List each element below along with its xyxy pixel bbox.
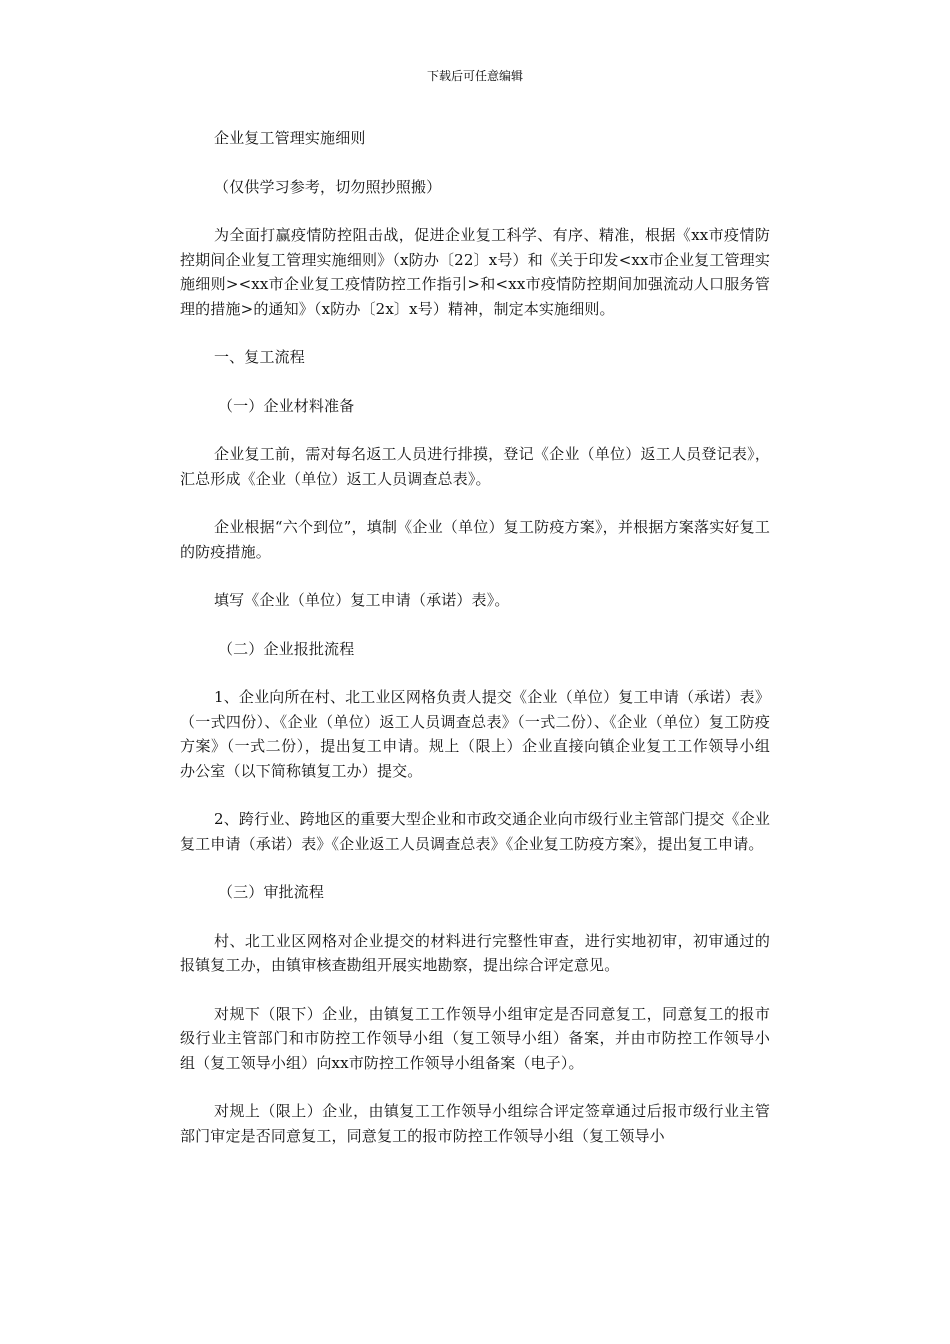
paragraph: 2、跨行业、跨地区的重要大型企业和市政交通企业向市级行业主管部门提交《企业复工申请（承诺）表》《企业返工人员调查总表》《企业复工防疫方案》，提出复工申请。 <box>180 810 770 853</box>
subsection-heading-3: （三）审批流程 <box>218 883 325 901</box>
header-note: 下载后可任意编辑 <box>426 69 523 83</box>
paragraph: 对规上（限上）企业，由镇复工工作领导小组综合评定签章通过后报市级行业主管部门审定是否同意复工，同意复工的报市防控工作领导小组（复工领导小 <box>180 1102 770 1145</box>
paragraph: 企业根据“六个到位”，填制《企业（单位）复工防疫方案》，并根据方案落实好复工的防疫措施。 <box>180 518 770 561</box>
subsection-heading-1: （一）企业材料准备 <box>218 396 355 415</box>
intro-paragraph: 为全面打赢疫情防控阻击战，促进企业复工科学、有序、精准，根据《xx市疫情防控期间企业复工管理实施细则》（x防办〔22〕x号）和《关于印发<xx市企业复工管理实施细则><xx市企业复工疫情防控工作指引>和<xx市疫情防控期间加强流动人口服务管理的措施>的通知》（x防办〔2x〕x号）精神，制定本实施细则。 <box>180 226 770 318</box>
paragraph: 村、北工业区网格对企业提交的材料进行完整性审查，进行实地初审，初审通过的报镇复工办，由镇审核查勘组开展实地勘察，提出综合评定意见。 <box>180 931 770 974</box>
paragraph: 对规下（限下）企业，由镇复工工作领导小组审定是否同意复工，同意复工的报市级行业主管部门和市防控工作领导小组（复工领导小组）备案，并由市防控工作领导小组（复工领导小组）向xx市防控工作领导小组备案（电子）。 <box>180 1004 770 1072</box>
paragraph: 企业复工前，需对每名返工人员进行排摸，登记《企业（单位）返工人员登记表》，汇总形成《企业（单位）返工人员调查总表》。 <box>180 445 770 488</box>
paragraph: 填写《企业（单位）复工申请（承诺）表》。 <box>214 591 510 609</box>
paragraph: 1、企业向所在村、北工业区网格负责人提交《企业（单位）复工申请（承诺）表》（一式四份）、《企业（单位）返工人员调查总表》（一式二份）、《企业（单位）复工防疫方案》（一式二份），提出复工申请。规上（限上）企业直接向镇企业复工工作领导小组办公室（以下简称镇复工办）提交。 <box>180 688 770 780</box>
disclaimer: （仅供学习参考，切勿照抄照搬） <box>214 177 442 196</box>
subsection-heading-2: （二）企业报批流程 <box>218 639 355 658</box>
document-body <box>180 126 770 1172</box>
section-heading-1: 一、复工流程 <box>214 348 305 366</box>
document-title: 企业复工管理实施细则 <box>214 129 366 147</box>
